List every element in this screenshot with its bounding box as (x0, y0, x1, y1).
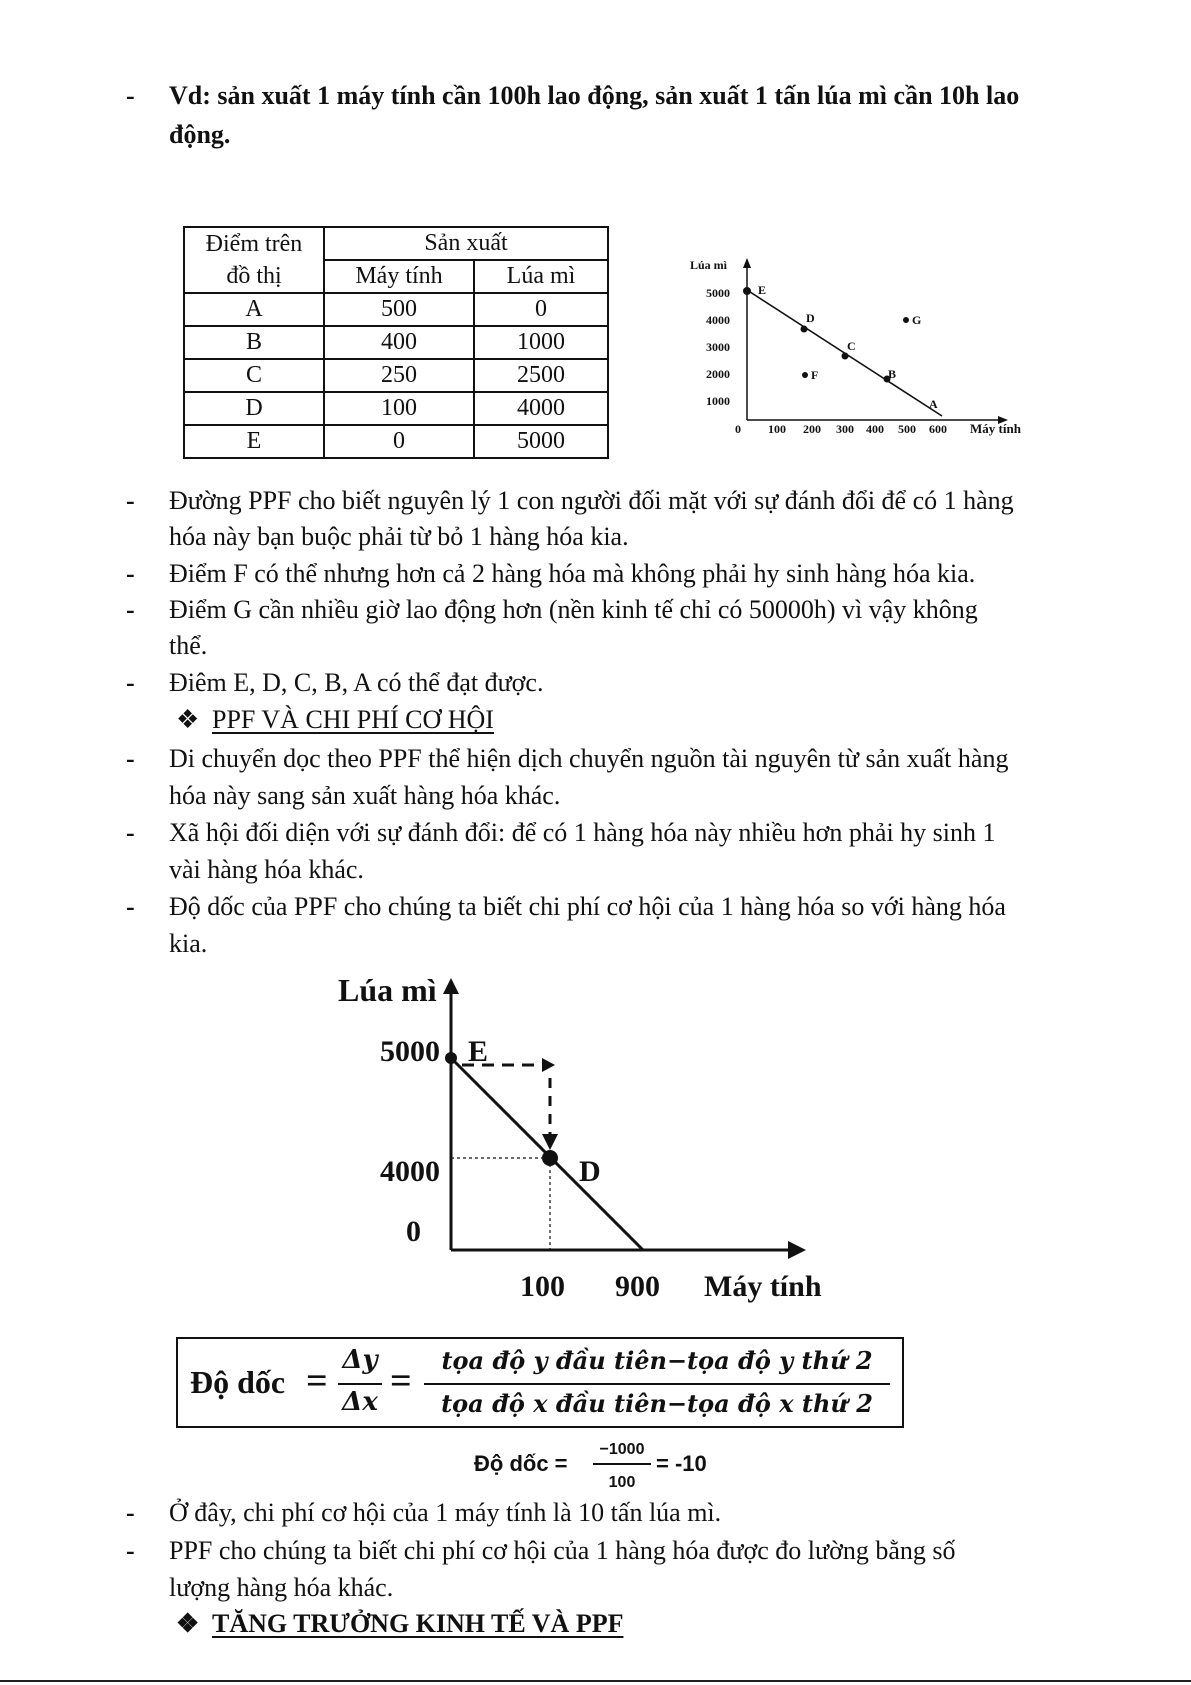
calc-result: = -10 (656, 1451, 707, 1476)
bullet-text: Điêm E, D, C, B, A có thể đạt được. (169, 668, 544, 697)
bullet-text: Độ dốc của PPF cho chúng ta biết chi phí cơ hội của 1 hàng hóa so với hàng hóa (169, 892, 1006, 921)
table-header-point: Điểm trên đồ thị (184, 227, 324, 293)
bullet-text: Xã hội đối diện với sự đánh đổi: để có 1 hàng hóa này nhiều hơn phải hy sinh 1 (169, 818, 996, 847)
point-e-label: E (758, 283, 767, 297)
formula-numerator: tọa độ y đầu tiên−tọa độ y thứ 2 (441, 1346, 873, 1375)
bullet-text: vài hàng hóa khác. (169, 855, 364, 884)
point-d-marker (801, 326, 808, 333)
x-tick-label: 500 (898, 422, 916, 436)
formula-label: Độ dốc (190, 1364, 286, 1400)
bullet-text: Ở đây, chi phí cơ hội của 1 máy tính là 10 tấn lúa mì. (169, 1498, 722, 1527)
bullet-dash: - (126, 744, 135, 773)
bullet-dash: - (126, 818, 135, 847)
production-table (183, 226, 609, 459)
y-tick-label: 1000 (706, 394, 730, 408)
bullet-dash: - (126, 668, 135, 697)
x-tick-label: 600 (929, 422, 947, 436)
bullet-dash: - (126, 1536, 135, 1565)
point-e-marker (743, 287, 751, 295)
bullet-text: PPF cho chúng ta biết chi phí cơ hội của 1 hàng hóa được đo lường bằng số (169, 1536, 956, 1565)
formula-equals: = (390, 1360, 412, 1402)
ppf-large-chart (320, 970, 860, 1320)
table-header-computers: Máy tính (324, 260, 474, 293)
bullet-text: Điểm F có thể nhưng hơn cả 2 hàng hóa mà không phải hy sinh hàng hóa kia. (169, 559, 976, 588)
y-tick-label: 4000 (380, 1155, 440, 1188)
point-b-label: B (888, 367, 897, 381)
x-tick-label: 900 (615, 1270, 660, 1303)
calc-fraction-bar (593, 1463, 651, 1465)
x-tick-label: 100 (520, 1270, 565, 1303)
y-tick-label: 5000 (706, 286, 730, 300)
y-tick-label: 5000 (380, 1035, 440, 1068)
table-row: C 250 2500 (184, 359, 608, 392)
calc-numerator: −1000 (599, 1441, 645, 1458)
bullet-dash: - (126, 595, 135, 624)
bullet-text: Đường PPF cho biết nguyên lý 1 con người đối mặt với sự đánh đổi để có 1 hàng (169, 486, 1014, 515)
x-axis-label: Máy tính (970, 421, 1021, 436)
x-tick-label: 300 (836, 422, 854, 436)
point-d-label: D (806, 311, 815, 325)
x-axis-arrow (788, 1241, 806, 1259)
table-header-production: Sản xuất (324, 227, 608, 260)
y-axis-label: Lúa mì (338, 972, 437, 1008)
bullet-text: kia. (169, 929, 208, 958)
diamond-bullet-icon: ❖ (176, 705, 200, 734)
bullet-text: hóa này sang sản xuất hàng hóa khác. (169, 781, 561, 810)
delta-y: Δy (342, 1345, 378, 1375)
y-tick-label: 0 (406, 1215, 421, 1248)
bullet-dash: - (126, 486, 135, 515)
section-heading-ppf-opportunity-cost: ❖ PPF VÀ CHI PHÍ CƠ HỘI (176, 703, 494, 737)
y-tick-label: 2000 (706, 367, 730, 381)
point-g-label: G (912, 313, 922, 327)
y-tick-label: 3000 (706, 340, 730, 354)
intro-line-2: động. (169, 120, 231, 149)
table-row: D 100 4000 (184, 392, 608, 425)
intro-line-1: Vd: sản xuất 1 máy tính cần 100h lao động, sản xuất 1 tấn lúa mì cần 10h lao (169, 81, 1020, 110)
point-a-label: A (929, 397, 938, 411)
section-heading-growth-ppf: ❖ TĂNG TRƯỞNG KINH TẾ VÀ PPF (176, 1607, 623, 1641)
point-f-label: F (811, 368, 819, 382)
point-e-marker (445, 1052, 457, 1064)
x-tick-label: 400 (866, 422, 884, 436)
y-tick-label: 4000 (706, 313, 730, 327)
bullet-dash: - (126, 1498, 135, 1527)
x-tick-label: 200 (803, 422, 821, 436)
point-f-marker (802, 372, 808, 378)
point-g-marker (903, 317, 909, 323)
point-d-label: D (579, 1155, 601, 1188)
ppf-small-chart (680, 250, 1040, 450)
bullet-text: lượng hàng hóa khác. (169, 1573, 394, 1602)
bullet-text: Di chuyển dọc theo PPF thể hiện dịch chuyển nguồn tài nguyên từ sản xuất hàng (169, 744, 1009, 773)
page-bottom-rule (0, 1680, 1191, 1682)
delta-x: Δx (342, 1387, 378, 1417)
bullet-dash: - (126, 559, 135, 588)
formula-equals: = (306, 1360, 328, 1402)
bullet-text: hóa này bạn buộc phải từ bỏ 1 hàng hóa kia. (169, 522, 629, 551)
calc-denominator: 100 (608, 1474, 636, 1491)
calc-label: Độ dốc = (474, 1451, 568, 1476)
point-c-label: C (847, 339, 856, 353)
point-d-marker (542, 1150, 558, 1166)
tradeoff-vertical-arrowhead (542, 1134, 558, 1150)
table-row: A 500 0 (184, 293, 608, 326)
x-axis-label: Máy tính (704, 1270, 822, 1303)
bullet-text: Điểm G cần nhiều giờ lao động hơn (nền kinh tế chỉ có 50000h) vì vậy không (169, 595, 978, 624)
table-row: E 0 5000 (184, 425, 608, 458)
table-row: B 400 1000 (184, 326, 608, 359)
table-header-wheat: Lúa mì (474, 260, 608, 293)
bullet-dash: - (126, 892, 135, 921)
diamond-bullet-icon: ❖ (176, 1609, 200, 1638)
fraction-bar (424, 1383, 890, 1385)
origin-label: 0 (735, 422, 741, 436)
y-axis-arrow (443, 978, 459, 994)
x-tick-label: 100 (768, 422, 786, 436)
point-e-label: E (468, 1035, 489, 1068)
bullet-text: thể. (169, 631, 208, 660)
fraction-bar (338, 1383, 382, 1385)
y-axis-label: Lúa mì (690, 258, 728, 272)
bullet-dash: - (126, 81, 135, 110)
point-c-marker (842, 353, 849, 360)
slope-formula-box (176, 1337, 904, 1428)
formula-denominator: tọa độ x đầu tiên−tọa độ x thứ 2 (441, 1389, 873, 1418)
y-axis-arrow (743, 258, 751, 268)
tradeoff-horizontal-arrowhead (542, 1058, 555, 1072)
